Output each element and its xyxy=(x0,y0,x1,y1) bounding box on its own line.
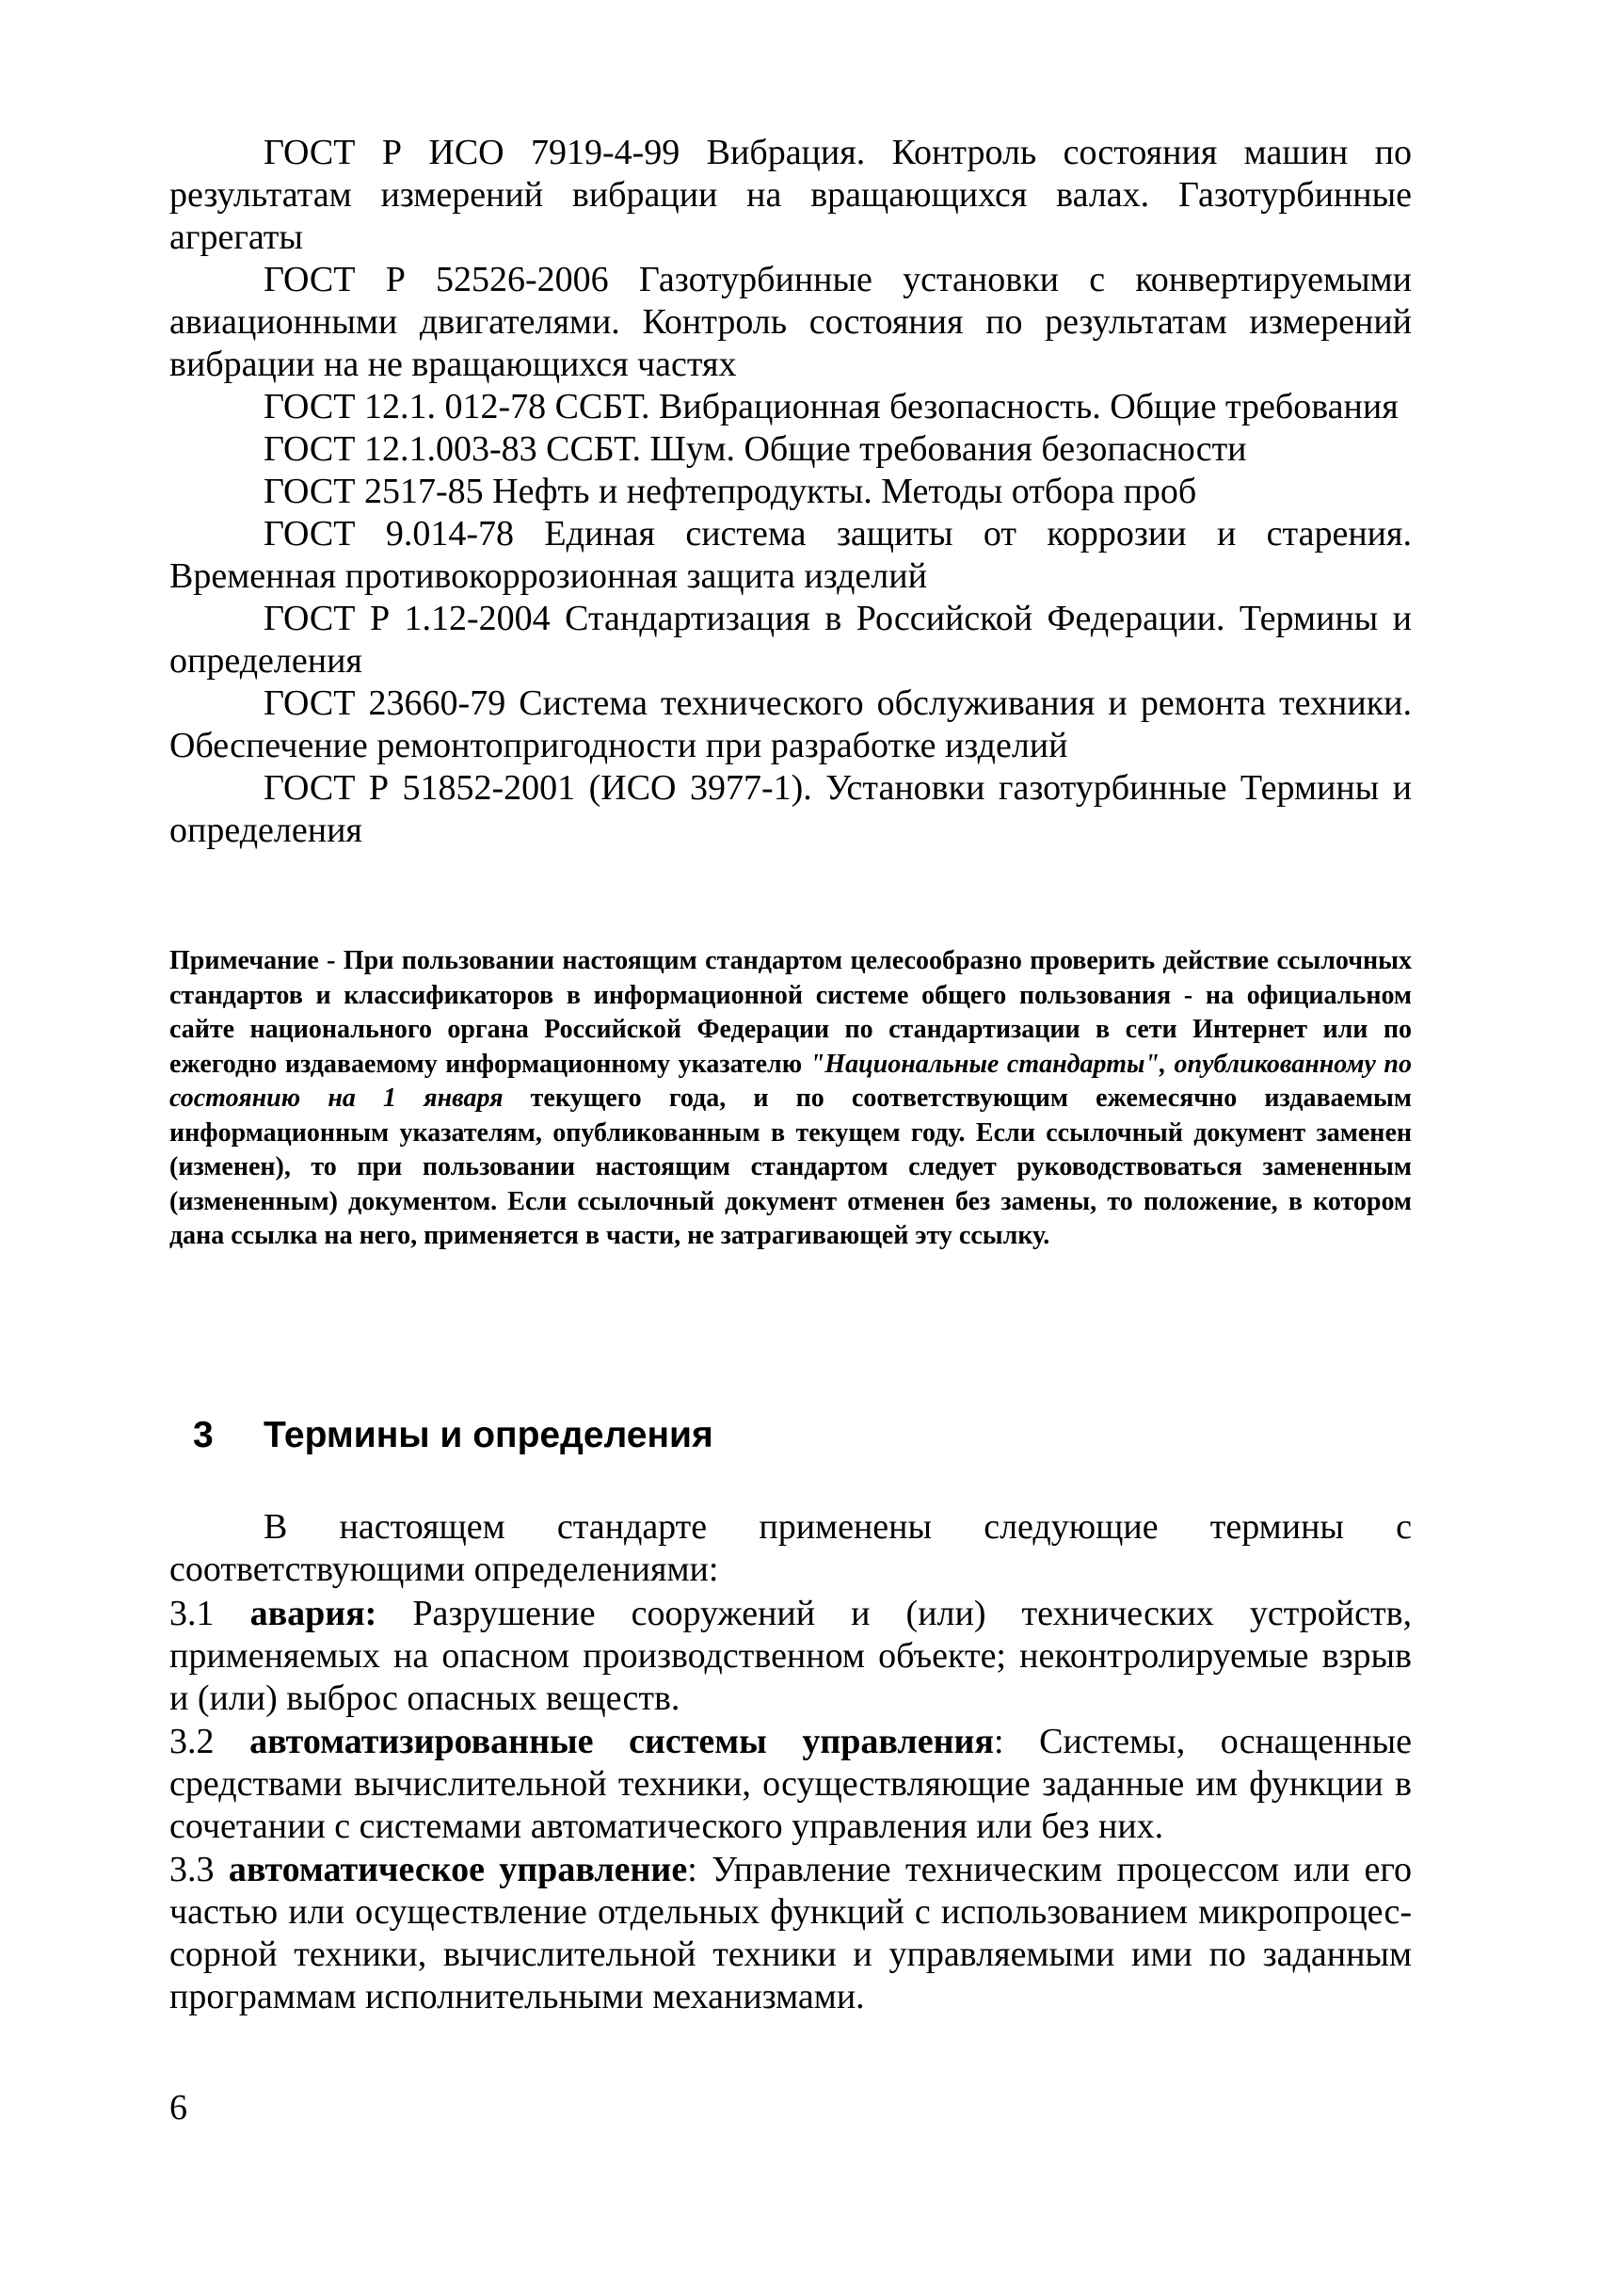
term-definition: Разрушение сооружений и (или) технических устройств, применяемых на опасном производственном объекте; неконтролируемые взрыв и (или) выброс опасных веществ. xyxy=(169,1594,1413,1718)
note-text: Примечание - При пользовании настоящим стандартом целесообразно проверить действие ссылочных стандартов и классификаторов в информационной системе общего пользования - на официальном сайте национального органа Российской Федерации по стандартизации в сети Интернет или по ежегодно издаваемому информационному указателю xyxy=(169,946,1412,1079)
section-title: Термины и определения xyxy=(264,1415,713,1455)
section-heading xyxy=(193,1415,713,1456)
term-entry xyxy=(169,1721,1412,1848)
page-number: 6 xyxy=(169,2088,187,2127)
reference-item: ГОСТ Р 51852-2001 (ИСО 3977-1). Установки газотурбинные Термины и определения xyxy=(169,768,1412,850)
term-definition: : Управление техническим процессом или его частью или осуществление отдельных функций с использованием микропроцес-сорной техники, вычислительной техники и управляемыми ими по заданным программам исполнительными механизмами. xyxy=(169,1850,1412,2016)
reference-item: ГОСТ 2517-85 Нефть и нефтепродукты. Методы отбора проб xyxy=(264,472,1197,511)
reference-item: ГОСТ 23660-79 Система технического обслуживания и ремонта техники. Обеспечение ремонтопригодности при разработке изделий xyxy=(169,683,1412,765)
term-name: авария: xyxy=(249,1594,377,1633)
term-entry xyxy=(169,1593,1412,1720)
term-number: 3.1 xyxy=(169,1594,215,1633)
note-italic-text: "Национальные стандарты", опубликованному по состоянию на 1 января xyxy=(169,1049,1412,1113)
reference-item: ГОСТ 12.1.003-83 ССБТ. Шум. Общие требования безопасности xyxy=(264,429,1247,469)
term-definition: : Системы, оснащенные средствами вычислительной техники, осуществляющие заданные им функции в сочетании с системами автоматического управления или без них. xyxy=(169,1722,1412,1846)
note-paragraph xyxy=(169,944,1412,1254)
section-intro: В настоящем стандарте применены следующие термины с соответствующими определениями: xyxy=(169,1507,1412,1589)
term-name: автоматическое управление xyxy=(228,1850,688,1889)
reference-item: ГОСТ Р 52526-2006 Газотурбинные установки с конвертируемыми авиационными двигателями. Контроль состояния по результатам измерений вибрации на не вращающихся частях xyxy=(169,260,1412,384)
section-number: 3 xyxy=(193,1415,214,1455)
reference-item: ГОСТ Р ИСО 7919-4-99 Вибрация. Контроль состояния машин по результатам измерений вибрации на вращающихся валах. Газотурбинные агрегаты xyxy=(169,133,1412,257)
term-entry xyxy=(169,1849,1412,2018)
terms-section xyxy=(169,1506,1412,2018)
reference-item: ГОСТ Р 1.12-2004 Стандартизация в Российской Федерации. Термины и определения xyxy=(169,599,1412,681)
term-number: 3.2 xyxy=(169,1722,215,1761)
reference-item: ГОСТ 9.014-78 Единая система защиты от коррозии и старения. Временная противокоррозионная защита изделий xyxy=(169,514,1412,596)
reference-item: ГОСТ 12.1. 012-78 ССБТ. Вибрационная безопасность. Общие требования xyxy=(264,387,1399,426)
term-number: 3.3 xyxy=(169,1850,215,1889)
term-name: автоматизированные системы управления xyxy=(249,1722,994,1761)
references-list xyxy=(169,132,1412,852)
note-text-continued: текущего года, и по соответствующим ежемесячно издаваемым информационным указателям, опубликованным в текущем году. Если ссылочный документ заменен (изменен), то при пользовании настоящим стандартом следует руководствоваться замененным (измененным) документом. Если ссылочный документ отменен без замены, то положение, в котором дана ссылка на него, применяется в части, не затрагивающей эту ссылку. xyxy=(169,1084,1412,1250)
